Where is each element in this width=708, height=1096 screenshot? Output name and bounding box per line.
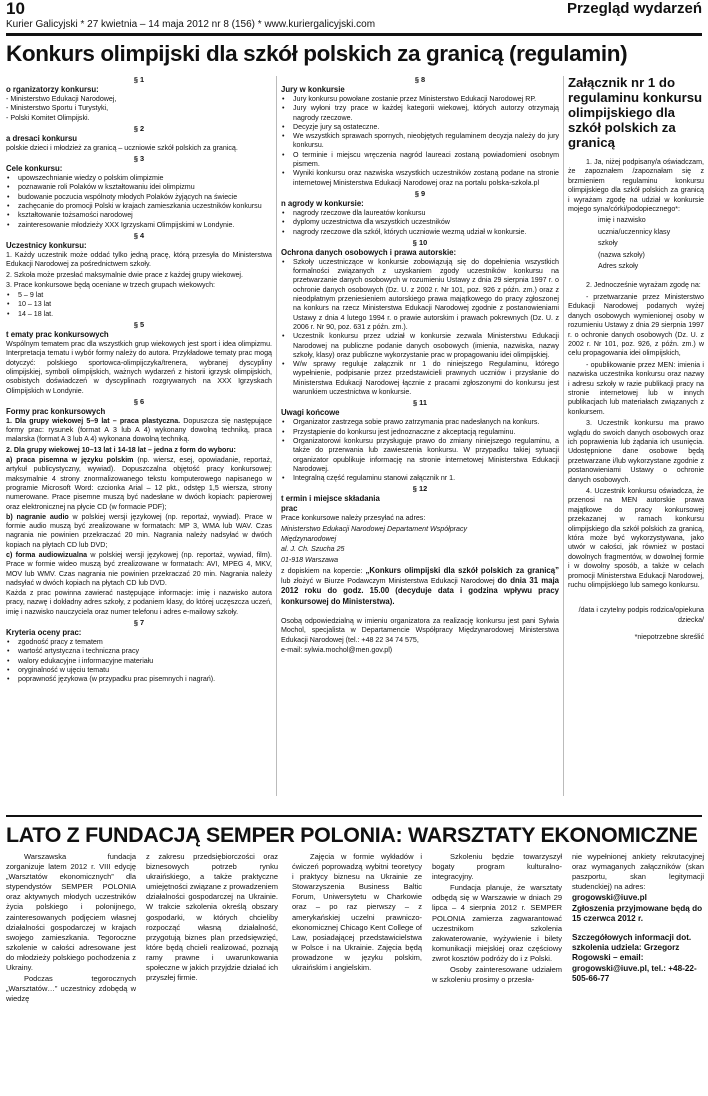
list-item: • Uczestnik konkursu przez udział w konkursie zezwala Ministerstwu Edukacji Narodowej na publiczne podanie danych osobowych (imienia, nazwiska, nazwy szkoły, klasy) oraz publiczne wykorzystanie prac w propagowaniu idei olimpijskiej.: [281, 332, 559, 360]
regulations-column-2: [281, 74, 559, 812]
body-text: polskie dzieci i młodzież za granicą – uczniowie szkół polskich za granicą.: [6, 143, 238, 152]
list-item: • poznawanie roli Polaków w kształtowaniu idei olimpizmu: [6, 183, 272, 192]
regulations-column-1: [6, 74, 272, 812]
list-item: • Jury wyłoni trzy prace w każdej kategorii wiekowej, których autorzy otrzymają nagrody rzeczowe.: [281, 104, 559, 123]
data-protection-list: [281, 258, 559, 397]
section-heading: o rganizatorzy konkursu:: [6, 85, 99, 94]
section-heading: Ochrona danych osobowych i prawa autorskie:: [281, 247, 457, 257]
body-text: - przetwarzanie przez Ministerstwo Edukacji Narodowej podanych wyżej danych osobowych wymienionej osoby w rozumieniu Ustawy z dnia 29 sierpnia 1997 r. o ochronie danych osobowych (Dz. U. z 2002 r. Nr 101, poz. 926, z późn. zm.) w celu propagowania idei olimpijskich,: [568, 292, 704, 358]
paragraph-number: § 6: [133, 396, 145, 406]
page-number: 10: [6, 0, 25, 18]
address-line: al. J. Ch. Szucha 25: [281, 545, 345, 554]
list-item: • wartość artystyczna i techniczna pracy: [6, 647, 272, 656]
paragraph-number: § 8: [414, 75, 426, 84]
form-heading: c) forma audiowizualna: [6, 550, 88, 559]
body-text: - opublikowanie przez MEN: imienia i nazwiska uczestnika konkursu oraz nazwy i adresu szkoły w razie publikacji pracy na stronie internetowej lub w innych publikacjach lub materiałach związanych z konkursem.: [568, 360, 704, 416]
header-rule: [6, 33, 702, 36]
criteria-list: [6, 638, 272, 684]
list-item: • W/w sprawy reguluje załącznik nr 1 do niniejszego Regulaminu, którego wypełnienie, podpisanie przez przedstawicieli prawnych uczniów i przysłanie do Ministerstwa Edukacji Narodowej łącznie z pracami zgłoszonymi do konkursu jest warunkiem uczestnictwa w konkursie.: [281, 360, 559, 397]
article2-column-5: [572, 852, 704, 1096]
section-name: Przegląd wydarzeń: [566, 0, 702, 17]
section-rule: [6, 815, 702, 817]
list-item: • zachęcanie do promocji Polski w krajach zamieszkania uczestników konkursu: [6, 202, 272, 211]
form-heading: b) nagranie audio: [6, 512, 69, 521]
body-text: Wspólnym tematem prac dla wszystkich grup wiekowych jest sport i idea olimpizmu. Interpretacja tematu i wybór formy należy do autora. Przykładowe tematy prac mogą dotyczyć: polskiego sportowca-olimpijczyka/trenera, wybranej dyscypliny olimpijskiej, symboli olimpijskich, ważnych wydarzeń z historii igrzysk olimpijskich, osobistych doświadczeń w dyscyplinach rozgrywanych na XXX Igrzyskach Olimpijskich w Londynie.: [6, 340, 272, 395]
paragraph-number: § 1: [133, 75, 145, 84]
article2-column-2: [146, 852, 278, 1096]
goals-list: [6, 174, 272, 230]
list-item: - Polski Komitet Olimpijski.: [6, 114, 272, 123]
group-heading: 1. Dla grupy wiekowej 5–9 lat – praca plastyczna.: [6, 416, 181, 425]
list-item: • Decyzje jury są ostateczne.: [281, 123, 559, 132]
paragraph-number: § 3: [133, 154, 145, 164]
list-item: • walory edukacyjne i informacyjne materiału: [6, 657, 272, 666]
form-text: w polskiej wersji językowej (np. reportaż, wywiad). Prace w formie audio muszą być zrealizowane w formatach: MP 3, WMA lub WAV. Czas nagrania nie powinien przekraczać 20 min. Nagrania należy nadsyłać w dwóch kopiach na płytach CD lub DVD;: [6, 512, 272, 549]
section-heading: Formy prac konkursowych: [6, 406, 106, 416]
body-text: Fundacja planuje, że warsztaty odbędą się w Warszawie w dniach 29 lipca – 4 sierpnia 2012 r. SEMPER POLONIA zamierza zagwarantować uczestnikom szkolenia zakwaterowanie, wyżywienie i bilety komunikacji miejskiej oraz częściowy zwrot kosztów podróży do i z Polski.: [432, 883, 562, 963]
list-item: • nagrody rzeczowe dla laureatów konkursu: [281, 209, 559, 218]
paragraph-number: § 12: [412, 484, 428, 494]
deadline-mid: lub złożyć w Biurze Podawczym Ministerstwa Edukacji Narodowej: [281, 577, 498, 586]
address-line: Międzynarodowej: [281, 534, 337, 543]
form-field-label: ucznia/uczennicy klasy: [598, 227, 671, 236]
article2-column-4: [432, 852, 562, 1096]
section-heading: a dresaci konkursu: [6, 133, 78, 143]
address-line: Ministerstwo Edukacji Narodowej Departament Współpracy: [281, 524, 468, 533]
form-field-label: szkoły: [598, 239, 618, 248]
body-text: 4. Uczestnik konkursu oświadcza, że przenosi na MEN autorskie prawa majątkowe do pracy konkursowej przekazanej w ramach konkursu olimpijskiego dla szkół polskich za granicą, która może być wykorzystywana, jako utwór w całości, jak również w postaci dowolnych fragmentów, w dowolnej formie i w dowolny sposób, a także w celach promocji Ministerstwa Edukacji Narodowej, ruchu olimpijskiego lub samego konkursu.: [568, 487, 704, 590]
group-text: Dopuszcza się następujące formy prac: rysunek (format A 3 lub A 4) wykonany dowolną techniką, praca malarska (format A 3 lub A 4) wykonana dowolną techniką.: [6, 416, 272, 444]
address-line: 01-918 Warszawa: [281, 555, 339, 564]
page-header: [6, 0, 702, 38]
body-text: 2. Szkoła może przesłać maksymalnie dwie prace z każdej grupy wiekowej.: [6, 270, 243, 279]
paragraph-number: § 10: [412, 237, 428, 247]
list-item: • zainteresowanie młodzieży XXX Igrzyskami Olimpijskimi w Londynie.: [6, 221, 272, 230]
form-text: w polskiej wersji językowej (np. reportaż, wywiad, film). Prace w formie wideo muszą być zrealizowane w formatach: AVI, MPEG 4, MKV, MOV lub WMV. Czas nagrania nie powinien przekraczać 20 min. Nagrania należy nadsyłać w dwóch kopiach na płytach CD lub DVD.: [6, 550, 272, 587]
body-text: 2. Jednocześnie wyrażam zgodę na:: [586, 281, 701, 290]
paragraph-number: § 2: [133, 123, 145, 133]
group-heading: 2. Dla grupy wiekowej 10–13 lat i 14-18 lat – jedna z form do wyboru:: [6, 445, 236, 454]
deadline-date: do dnia 31 maja 2012 roku do godz. 15.00 (decyduje data i godzina wpływu pracy konkursowej do Ministerstwa).: [281, 576, 559, 606]
article2-title: LATO Z FUNDACJĄ SEMPER POLONIA: WARSZTATY EKONOMICZNE: [6, 823, 698, 847]
body-text: Podczas tegorocznych „Warsztatów…” uczestnicy zdobędą w wiedzę: [6, 974, 136, 1004]
body-text: [6, 551, 272, 588]
list-item: • kształtowanie tożsamości narodowej: [6, 211, 272, 220]
annex-title: Załącznik nr 1 do regulaminu konkursu olimpijskiego dla szkół polskich za granicą: [568, 75, 703, 150]
section-heading: Uwagi końcowe: [281, 408, 340, 418]
contest-name: „Konkurs olimpijski dla szkół polskich za granicą”: [365, 565, 559, 575]
column-divider: [563, 76, 564, 796]
issue-line: Kurier Galicyjski * 27 kwietnia – 14 maja 2012 nr 8 (156) * www.kuriergalicyjski.com: [6, 19, 376, 30]
contact-email-link[interactable]: grogowski@iuve.pl: [572, 893, 647, 903]
signature-line: /data i czytelny podpis rodzica/opiekuna dziecka/: [578, 606, 704, 624]
list-item: • Szkoły uczestniczące w konkursie zobowiązują się do dopełnienia wszystkich formalności związanych z uzyskaniem zgody uczestników konkursu na przetwarzanie danych osobowych w rozumieniu Ustawy z dnia 29 sierpnia 1997 r. o ochronie danych osobowych (Dz. U. z 2002 r. Nr 101, poz. 926 z późn. zm.) oraz z nieodpłatnym przeniesieniem autorskiego prawa majątkowego do pracy zgłoszonej na konkurs na rzecz Ministerstwa Edukacji Narodowej zgodnie z postanowieniami Ustawy z dnia 4 lutego 1994 r. o prawie autorskim i prawach pokrewnych (Dz. U. z 2006 r. Nr 90, poz. 631 z późn. zm.).: [281, 258, 559, 332]
list-item: • Przystąpienie do konkursu jest jednoznaczne z akceptacją regulaminu.: [281, 428, 559, 437]
deadline-pre: z dopiskiem na kopercie:: [281, 566, 366, 575]
paragraph-number: § 9: [414, 188, 426, 198]
body-text: Osobą odpowiedzialną w imieniu organizatora za realizację konkursu jest pani Sylwia Mochol, specjalista w Departamencie Współpracy Międzynarodowej Ministerstwa Edukacji Narodowej (tel.: +48 22 34 74 575,: [281, 617, 559, 644]
application-deadline: Zgłoszenia przyjmowane będą do 15 czerwca 2012 r.: [572, 903, 703, 924]
list-item: • We wszystkich sprawach spornych, nieobjętych regulaminem decyzja należy do jury konkursu.: [281, 132, 559, 151]
age-groups-list: [6, 291, 272, 319]
list-item: • Jury konkursu powołane zostanie przez Ministerstwo Edukacji Narodowej RP.: [281, 95, 559, 104]
body-text: [6, 417, 272, 445]
article-title: Konkurs olimpijski dla szkół polskich za granicą (regulamin): [6, 41, 628, 66]
list-item: - Ministerstwo Edukacji Narodowej,: [6, 95, 272, 104]
form-field-label: (nazwa szkoły): [598, 250, 645, 259]
section-heading: n agrody w konkursie:: [281, 198, 364, 208]
body-text: 3. Prace konkursowe będą oceniane w trzech grupach wiekowych:: [6, 280, 215, 289]
list-item: • 5 – 9 lat: [6, 291, 272, 300]
annex-column: [568, 74, 704, 812]
section-heading: t ematy prac konkursowych: [6, 330, 109, 340]
list-item: • O terminie i miejscu wręczenia nagród laureaci zostaną powiadomieni osobnym pismem.: [281, 151, 559, 170]
contact-email: e-mail: sylwia.mochol@men.gov.pl): [281, 645, 393, 654]
body-text: 3. Uczestnik konkursu ma prawo wglądu do swoich danych osobowych oraz ich poprawienia lub żądania ich usunięcia. Udostępnione dane osobowe będą przetwarzane i/lub wykorzystane zgodnie z postanowieniami Ustawy o ochronie danych osobowych.: [568, 419, 704, 484]
organizers-list: [6, 95, 272, 123]
paragraph-number: § 11: [413, 398, 427, 408]
form-field-label: imię i nazwisko: [598, 216, 646, 225]
body-text: Szkoleniu będzie towarzyszył bogaty program kulturalno-integracyjny.: [432, 852, 562, 882]
contact-info: Szczegółowych informacji dot. szkolenia udziela: Grzegorz Rogowski – email: grogowski@iuve.pl, tel.: +48-22-505-66-77: [572, 932, 697, 984]
body-text: Warszawska fundacja zorganizuje latem 2012 r. VIII edycję „Warsztatów ekonomicznych” dla stypendystów SEMPER POLONIA oraz aktywnych młodych uczestników życia polskiego i polonijnego, zainteresowanych podjęciem własnej działalności gospodarczej w krajach swojego zamieszkania. Tegoroczne szkolenie w całości adresowane jest do młodzieży polskiego pochodzenia z Ukrainy.: [6, 852, 136, 973]
paragraph-number: § 7: [133, 618, 145, 628]
section-heading: t ermin i miejsce składania prac: [281, 494, 380, 514]
body-text: [6, 456, 272, 512]
list-item: • dyplomy uczestnictwa dla wszystkich uczestników: [281, 218, 559, 227]
list-item: • nagrody rzeczowe dla szkół, których uczniowie wezmą udział w konkursie.: [281, 228, 559, 237]
list-item: • zgodność pracy z tematem: [6, 638, 272, 647]
article2-column-3: [292, 852, 422, 1096]
jury-list: [281, 95, 559, 188]
section-heading: Jury w konkursie: [281, 85, 345, 94]
column-divider: [276, 76, 277, 796]
list-item: • upowszechnianie wiedzy o polskim olimpizmie: [6, 174, 272, 183]
section-heading: Cele konkursu:: [6, 164, 63, 174]
list-item: • Wyniki konkursu oraz nazwiska wszystkich uczestników zostaną podane na stronie internetowej Ministerstwa Edukacji Narodowej oraz na portalu polska-szkola.pl: [281, 169, 559, 188]
form-field-label: Adres szkoły: [598, 262, 639, 271]
list-item: • Organizatorowi konkursu przysługuje prawo do zmiany niniejszego regulaminu, a także do przerwania lub zawieszenia konkursu. W przypadku takiej sytuacji organizator opublikuje informację na stronie internetowej Ministerstwa Edukacji Narodowej.: [281, 437, 559, 474]
body-text: Prace konkursowe należy przesyłać na adres:: [281, 514, 426, 523]
list-item: • Integralną część regulaminu stanowi załącznik nr 1.: [281, 474, 559, 483]
body-text: nie wypełnionej ankiety rekrutacyjnej oraz wymaganych załączników (skan paszportu, skan legitymacji studenckiej) na adres:: [572, 852, 704, 892]
awards-list: [281, 209, 559, 237]
article2-column-1: [6, 852, 136, 1096]
body-text: 1. Każdy uczestnik może oddać tylko jedną pracę, którą przesyła do Ministerstwa Edukacji Narodowej za pośrednictwem szkoły.: [6, 250, 272, 269]
final-remarks-list: [281, 418, 559, 483]
body-text: [6, 513, 272, 550]
section-heading: Uczestnicy konkursu:: [6, 240, 87, 250]
footnote: *niepotrzebne skreślić: [634, 633, 704, 642]
section-heading: Kryteria oceny prac:: [6, 628, 82, 638]
body-text: Osoby zainteresowane udziałem w szkoleniu prosimy o przesła-: [432, 965, 562, 985]
body-text: z zakresu przedsiębiorczości oraz biznesowych potrzeb rynku ukraińskiego, a także praktyczne umiejętności związane z prowadzeniem działalności gospodarczej na Ukrainie. W trakcie szkolenia określą obszary gospodarki, w których chcieliby rozpocząć własną działalność, przygotują biznes plan przedsięwzięć, które będą chcieli realizować, poznają ramy prawne i uwarunkowania społeczne w jakich przyjdzie działać ich przyszłej firmie.: [146, 852, 278, 983]
form-text: (np. wiersz, esej, opowiadanie, reportaż, artykuł publicystyczny, wywiad). Dopuszczalna objętość pracy konkursowej: maksymalnie 4 strony znormalizowanego tekstu komputerowego napisanego w programie Microsoft Word: czcionka Arial – 12 pkt., odstęp 1,5 wiersza, strony numerowane. Prace pisemne muszą być nadesłane w dwóch kopiach: papierowej oraz elektronicznej na płycie CD (w formacie PDF);: [6, 456, 272, 511]
list-item: • Organizator zastrzega sobie prawo zatrzymania prac nadesłanych na konkurs.: [281, 418, 559, 427]
list-item: • poprawność językowa (w przypadku prac pisemnych i nagrań).: [6, 675, 272, 684]
list-item: • 10 – 13 lat: [6, 300, 272, 309]
body-text: Każda z prac powinna zawierać następujące informacje: imię i nazwisko autora pracy, nazwę i dokładny adres szkoły, z podaniem klasy, do której uczęszcza uczeń, imię i nazwisko nauczyciela oraz numer telefonu i adres e-mailowy szkoły.: [6, 589, 272, 616]
body-text: 1. Ja, niżej podpisany/a oświadczam, że zapoznałem /zapoznałam się z brzmieniem regulaminu konkursu olimpijskiego dla szkół polskich za granicą i wyrażam zgodę na udział w konkursie mojego syna/córki/podopiecznego*:: [568, 158, 704, 214]
form-heading: a) praca pisemna w języku polskim: [6, 456, 134, 465]
list-item: • 14 – 18 lat.: [6, 310, 272, 319]
list-item: • oryginalność w ujęciu tematu: [6, 666, 272, 675]
list-item: - Ministerstwo Sportu i Turystyki,: [6, 104, 272, 113]
paragraph-number: § 5: [133, 320, 145, 330]
body-text: [281, 566, 559, 607]
list-item: • budowanie poczucia wspólnoty młodych Polaków żyjących na świecie: [6, 193, 272, 202]
body-text: Zajęcia w formie wykładów i ćwiczeń poprowadzą wybitni teoretycy i praktycy biznesu na Ukrainie ze Stowarzyszenia Business Baltic Forum, Uniwersytetu w Charkowie oraz – po raz pierwszy – z amerykańskiej uczelni prawniczo-ekonomicznej Chicago Kent College of Law, posiadającej przedstawicielstwa w Polsce i na Ukrainie. Zajęcia będą prowadzone w języku polskim, ukraińskim i angielskim.: [292, 852, 422, 973]
paragraph-number: § 4: [133, 230, 145, 240]
